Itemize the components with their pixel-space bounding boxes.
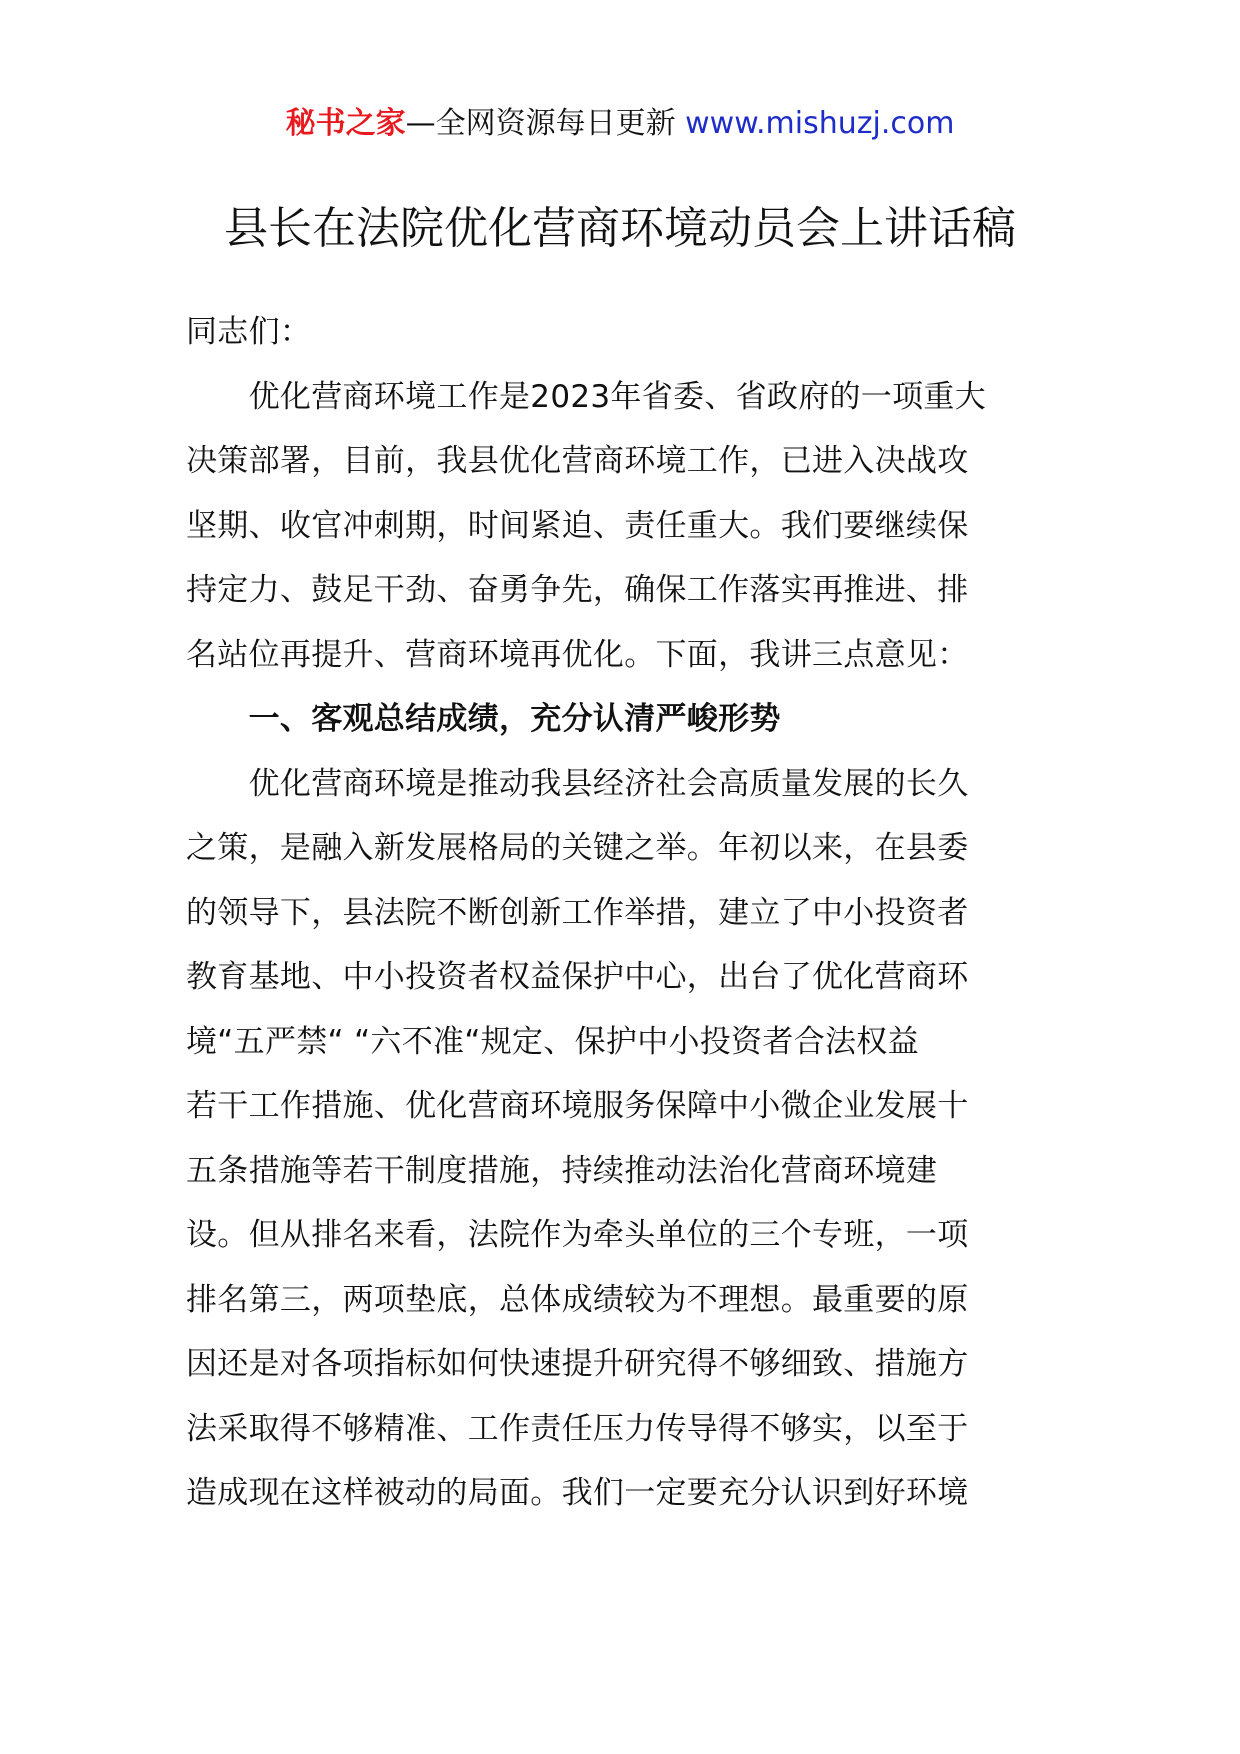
paragraph-line: 之策，是融入新发展格局的关键之举。年初以来，在县委 [186, 830, 969, 866]
section-heading: 一、客观总结成绩，充分认清严峻形势 [186, 701, 781, 737]
paragraph-line: 法采取得不够精准、工作责任压力传导得不够实，以至于 [186, 1410, 969, 1447]
paragraph-line: 造成现在这样被动的局面。我们一定要充分认识到好环境 [186, 1475, 969, 1511]
paragraph-line: 境“五严禁“ “六不准“规定、保护中小投资者合法权益 [186, 1023, 919, 1060]
paragraph-line: 五条措施等若干制度措施，持续推动法治化营商环境建 [186, 1152, 938, 1189]
document-body [186, 300, 1056, 1526]
paragraph-line: 教育基地、中小投资者权益保护中心，出台了优化营商环 [186, 959, 969, 995]
site-url-link[interactable]: www.mishuzj.com [685, 106, 955, 141]
paragraph-line: 排名第三，两项垫底，总体成绩较为不理想。最重要的原 [186, 1281, 969, 1318]
banner-tagline: —全网资源每日更新 [405, 106, 686, 141]
paragraph-line: 坚期、收官冲刺期，时间紧迫、责任重大。我们要继续保 [186, 507, 969, 544]
paragraph-line: 设。但从排名来看，法院作为牵头单位的三个专班，一项 [186, 1217, 969, 1253]
paragraph-line: 若干工作措施、优化营商环境服务保障中小微企业发展十 [186, 1088, 969, 1124]
paragraph-line: 决策部署，目前，我县优化营商环境工作，已进入决战攻 [186, 443, 969, 479]
site-banner [0, 104, 1240, 144]
salutation: 同志们： [186, 314, 312, 350]
document-title: 县长在法院优化营商环境动员会上讲话稿 [224, 203, 1016, 254]
paragraph-line: 优化营商环境工作是2023年省委、省政府的一项重大 [186, 378, 986, 415]
paragraph-line: 的领导下，县法院不断创新工作举措，建立了中小投资者 [186, 894, 969, 931]
paragraph-line: 持定力、鼓足干劲、奋勇争先，确保工作落实再推进、排 [186, 572, 969, 608]
paragraph-line: 名站位再提升、营商环境再优化。下面，我讲三点意见： [186, 636, 969, 673]
paragraph-line: 因还是对各项指标如何快速提升研究得不够细致、措施方 [186, 1346, 969, 1382]
brand-name: 秘书之家 [285, 106, 406, 141]
paragraph-line: 优化营商环境是推动我县经济社会高质量发展的长久 [186, 765, 969, 802]
